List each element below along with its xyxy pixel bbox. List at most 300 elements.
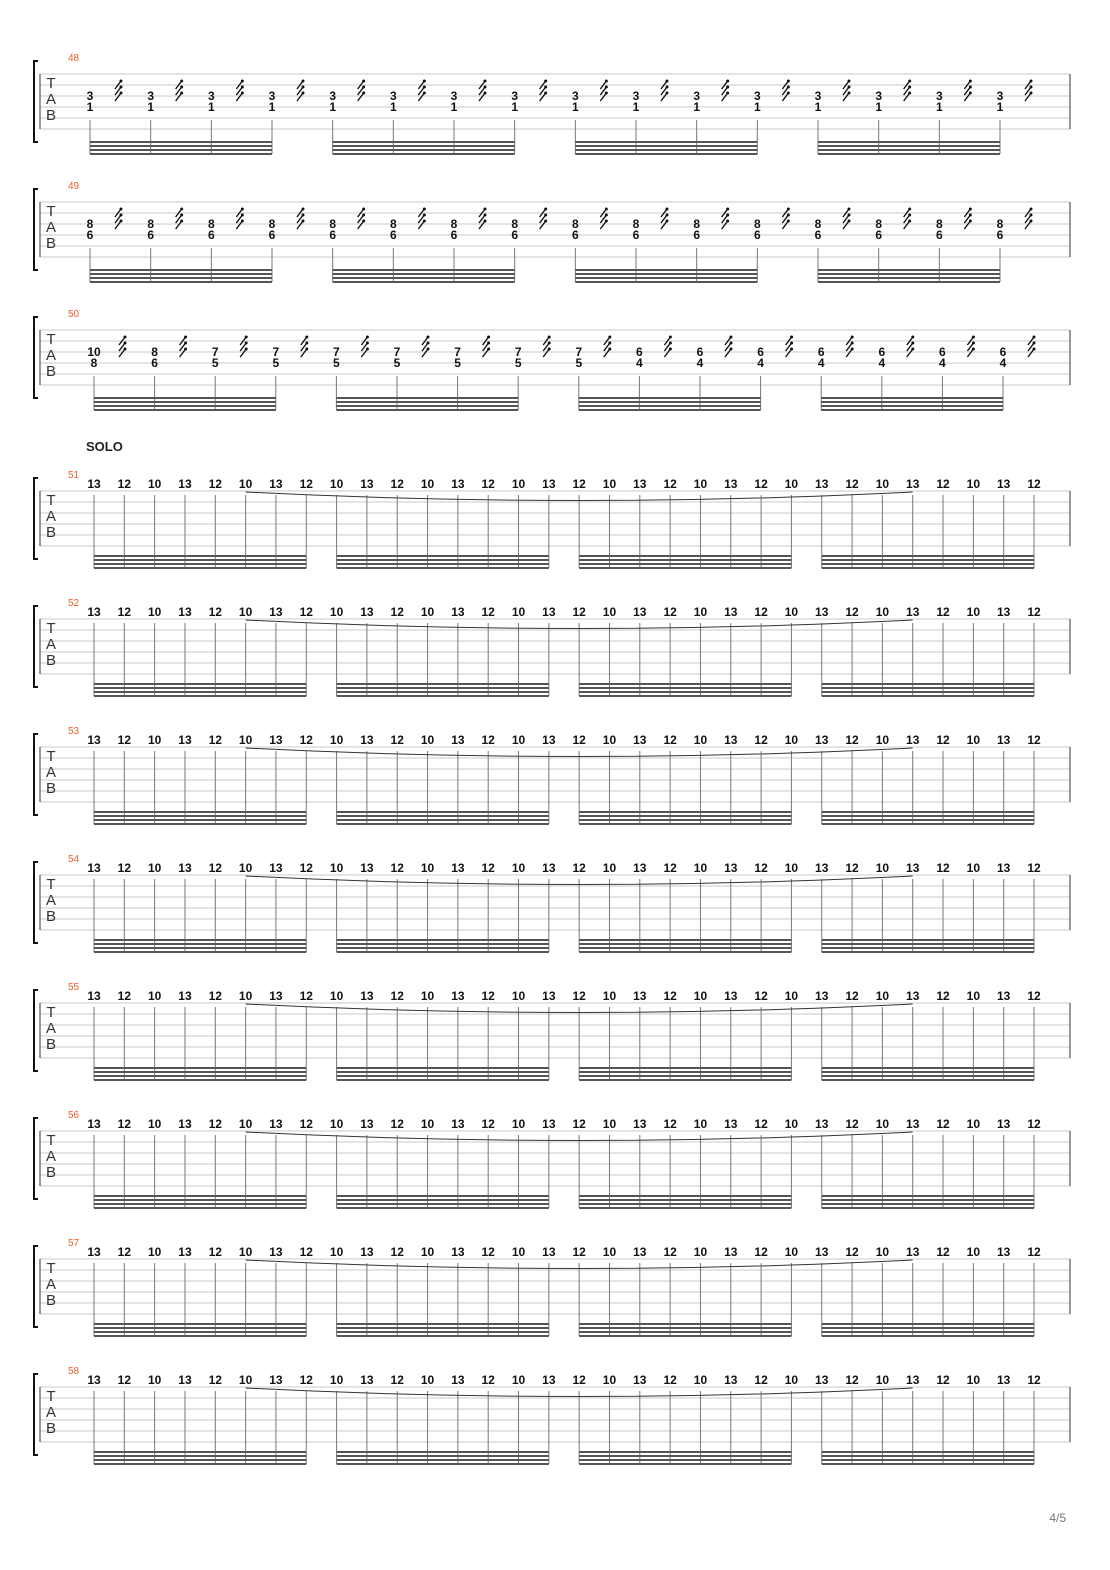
tab-system-48 xyxy=(34,53,1070,154)
tremolo-dot xyxy=(423,214,426,217)
tremolo-dot xyxy=(427,336,430,339)
fret-number: 13 xyxy=(451,605,465,619)
tremolo-dot xyxy=(302,214,305,217)
tremolo-dot xyxy=(605,220,608,223)
fret-number: 6 xyxy=(996,228,1004,242)
tremolo-dot xyxy=(423,220,426,223)
fret-number: 6 xyxy=(151,356,158,370)
fret-number: 13 xyxy=(178,989,192,1003)
fret-number: 12 xyxy=(754,1245,768,1259)
fret-number: 7 xyxy=(454,345,461,359)
fret-number: 13 xyxy=(269,989,283,1003)
measure-number: 52 xyxy=(68,598,80,609)
fret-number: 12 xyxy=(117,861,132,875)
fret-number: 10 xyxy=(602,1373,617,1387)
fret-number: 3 xyxy=(571,89,579,103)
fret-number: 1 xyxy=(389,100,397,114)
tab-clef-letter: B xyxy=(45,107,57,124)
tremolo-dot xyxy=(120,208,123,211)
fret-number: 12 xyxy=(117,605,132,619)
tremolo-dot xyxy=(241,220,244,223)
fret-number: 10 xyxy=(693,605,708,619)
fret-number: 6 xyxy=(632,228,640,242)
tremolo-dot xyxy=(184,342,187,345)
fret-number: 10 xyxy=(602,605,617,619)
fret-number: 3 xyxy=(632,89,640,103)
fret-number: 12 xyxy=(390,605,404,619)
tremolo-dot xyxy=(972,342,975,345)
tab-system-49 xyxy=(34,181,1070,282)
tremolo-dot xyxy=(305,348,308,351)
measure-number: 50 xyxy=(68,309,80,320)
system-bracket xyxy=(34,1374,38,1455)
fret-number: 12 xyxy=(208,1245,222,1259)
tremolo-dot xyxy=(848,86,851,89)
fret-number: 13 xyxy=(633,605,647,619)
tremolo-dot xyxy=(848,220,851,223)
fret-number: 12 xyxy=(936,989,950,1003)
system-bracket xyxy=(34,606,38,687)
fret-number: 10 xyxy=(784,861,799,875)
fret-number: 13 xyxy=(360,861,374,875)
fret-number: 3 xyxy=(814,89,822,103)
tremolo-dot xyxy=(1030,80,1033,83)
tremolo-dot xyxy=(790,342,793,345)
fret-number: 10 xyxy=(147,861,162,875)
fret-number: 12 xyxy=(572,605,586,619)
fret-number: 13 xyxy=(360,1373,374,1387)
fret-number: 12 xyxy=(390,1373,404,1387)
fret-number: 6 xyxy=(268,228,276,242)
fret-number: 8 xyxy=(875,217,883,231)
fret-number: 10 xyxy=(966,1245,981,1259)
tremolo-dot xyxy=(120,214,123,217)
fret-number: 10 xyxy=(238,1373,253,1387)
tremolo-dot xyxy=(608,348,611,351)
tremolo-dot xyxy=(726,214,729,217)
tab-clef-letter: A xyxy=(45,892,57,909)
tremolo-dot xyxy=(362,92,365,95)
tremolo-dot xyxy=(423,86,426,89)
fret-number: 13 xyxy=(451,1117,465,1131)
fret-number: 10 xyxy=(329,605,344,619)
fret-number: 13 xyxy=(815,1245,829,1259)
tremolo-dot xyxy=(848,208,851,211)
tab-clef-letter: T xyxy=(46,876,56,893)
fret-number: 12 xyxy=(1027,1373,1041,1387)
tremolo-dot xyxy=(911,348,914,351)
fret-number: 13 xyxy=(360,477,374,491)
tremolo-dot xyxy=(484,80,487,83)
fret-number: 12 xyxy=(299,605,313,619)
tab-clef-letter: T xyxy=(46,620,56,637)
tremolo-dot xyxy=(362,208,365,211)
tremolo-dot xyxy=(1030,220,1033,223)
system-bracket xyxy=(34,61,38,142)
tremolo-dot xyxy=(969,80,972,83)
fret-number: 12 xyxy=(572,1117,586,1131)
tremolo-dot xyxy=(362,214,365,217)
fret-number: 13 xyxy=(906,1373,920,1387)
fret-number: 3 xyxy=(207,89,215,103)
fret-number: 13 xyxy=(906,1245,920,1259)
fret-number: 12 xyxy=(390,733,404,747)
fret-number: 7 xyxy=(575,345,583,359)
fret-number: 12 xyxy=(754,605,768,619)
system-bracket xyxy=(34,1118,38,1199)
fret-number: 1 xyxy=(329,100,337,114)
fret-number: 6 xyxy=(999,345,1007,359)
tremolo-dot xyxy=(180,80,183,83)
fret-number: 10 xyxy=(875,1245,890,1259)
fret-number: 10 xyxy=(784,1373,799,1387)
fret-number: 10 xyxy=(420,1245,435,1259)
measure-number: 56 xyxy=(68,1110,80,1121)
fret-number: 13 xyxy=(451,477,465,491)
tab-system-54 xyxy=(34,854,1070,952)
fret-number: 8 xyxy=(935,217,943,231)
tremolo-dot xyxy=(245,336,248,339)
fret-number: 13 xyxy=(633,989,647,1003)
tab-clef-letter: A xyxy=(45,1020,57,1037)
fret-number: 12 xyxy=(481,1117,495,1131)
fret-number: 13 xyxy=(542,1373,556,1387)
tremolo-dot xyxy=(1030,92,1033,95)
fret-number: 13 xyxy=(542,733,556,747)
fret-number: 10 xyxy=(966,1117,981,1131)
fret-number: 12 xyxy=(481,733,495,747)
fret-number: 13 xyxy=(542,861,556,875)
fret-number: 10 xyxy=(602,989,617,1003)
fret-number: 13 xyxy=(633,733,647,747)
fret-number: 10 xyxy=(602,477,617,491)
tremolo-dot xyxy=(241,86,244,89)
tremolo-dot xyxy=(726,208,729,211)
fret-number: 13 xyxy=(178,1373,192,1387)
fret-number: 12 xyxy=(572,989,586,1003)
fret-number: 5 xyxy=(272,356,280,370)
tremolo-dot xyxy=(908,208,911,211)
tremolo-dot xyxy=(487,336,490,339)
fret-number: 8 xyxy=(571,217,579,231)
fret-number: 10 xyxy=(329,861,344,875)
fret-number: 10 xyxy=(147,733,162,747)
fret-number: 13 xyxy=(724,733,738,747)
tremolo-dot xyxy=(241,208,244,211)
fret-number: 12 xyxy=(936,1373,950,1387)
fret-number: 10 xyxy=(147,1245,162,1259)
fret-number: 10 xyxy=(511,989,526,1003)
fret-number: 10 xyxy=(329,1245,344,1259)
tremolo-dot xyxy=(366,342,369,345)
fret-number: 10 xyxy=(966,1373,981,1387)
fret-number: 1 xyxy=(875,100,883,114)
fret-number: 12 xyxy=(208,1117,222,1131)
fret-number: 10 xyxy=(511,861,526,875)
fret-number: 12 xyxy=(208,605,222,619)
fret-number: 13 xyxy=(269,733,283,747)
tab-clef-letter: A xyxy=(45,91,57,108)
fret-number: 6 xyxy=(878,345,886,359)
fret-number: 13 xyxy=(178,1245,192,1259)
fret-number: 10 xyxy=(147,1117,162,1131)
tremolo-dot xyxy=(362,220,365,223)
fret-number: 10 xyxy=(784,477,799,491)
tab-clef-letter: A xyxy=(45,1148,57,1165)
fret-number: 12 xyxy=(663,733,677,747)
tremolo-dot xyxy=(669,336,672,339)
fret-number: 3 xyxy=(935,89,943,103)
tab-clef-letter: B xyxy=(45,235,57,252)
fret-number: 1 xyxy=(450,100,458,114)
fret-number: 4 xyxy=(636,356,643,370)
fret-number: 8 xyxy=(90,356,98,370)
fret-number: 10 xyxy=(875,1117,890,1131)
fret-number: 10 xyxy=(784,605,799,619)
fret-number: 6 xyxy=(935,228,943,242)
tremolo-dot xyxy=(666,80,669,83)
fret-number: 10 xyxy=(329,1373,344,1387)
fret-number: 3 xyxy=(450,89,458,103)
fret-number: 13 xyxy=(451,989,465,1003)
fret-number: 13 xyxy=(633,1117,647,1131)
fret-number: 12 xyxy=(754,861,768,875)
system-bracket xyxy=(34,189,38,270)
tab-clef-letter: B xyxy=(45,652,57,669)
fret-number: 10 xyxy=(966,605,981,619)
fret-number: 6 xyxy=(511,228,519,242)
tremolo-dot xyxy=(302,220,305,223)
tab-clef-letter: A xyxy=(45,347,57,364)
fret-number: 13 xyxy=(996,989,1011,1003)
tremolo-dot xyxy=(605,208,608,211)
tremolo-dot xyxy=(544,86,547,89)
tab-clef-letter: T xyxy=(46,331,56,348)
tremolo-dot xyxy=(911,336,914,339)
tremolo-dot xyxy=(726,80,729,83)
fret-number: 10 xyxy=(602,1245,617,1259)
tremolo-dot xyxy=(120,220,123,223)
fret-number: 10 xyxy=(420,1373,435,1387)
tab-clef-letter: T xyxy=(46,75,56,92)
tremolo-dot xyxy=(605,214,608,217)
fret-number: 10 xyxy=(693,733,708,747)
system-bracket xyxy=(34,734,38,815)
tremolo-dot xyxy=(790,348,793,351)
fret-number: 12 xyxy=(572,477,586,491)
fret-number: 5 xyxy=(393,356,401,370)
fret-number: 3 xyxy=(753,89,761,103)
fret-number: 13 xyxy=(542,477,556,491)
tremolo-dot xyxy=(245,342,248,345)
tremolo-dot xyxy=(848,80,851,83)
fret-number: 13 xyxy=(996,477,1011,491)
tremolo-dot xyxy=(1030,214,1033,217)
fret-number: 10 xyxy=(784,1245,799,1259)
tremolo-dot xyxy=(608,336,611,339)
tremolo-dot xyxy=(544,80,547,83)
tremolo-dot xyxy=(605,80,608,83)
fret-number: 8 xyxy=(86,217,94,231)
tremolo-dot xyxy=(908,214,911,217)
tremolo-dot xyxy=(302,92,305,95)
fret-number: 10 xyxy=(238,1245,253,1259)
fret-number: 13 xyxy=(996,861,1011,875)
tab-clef-letter: T xyxy=(46,203,56,220)
fret-number: 6 xyxy=(753,228,761,242)
tab-system-53 xyxy=(34,726,1070,824)
fret-number: 12 xyxy=(754,989,768,1003)
fret-number: 12 xyxy=(663,989,677,1003)
fret-number: 12 xyxy=(481,989,495,1003)
fret-number: 8 xyxy=(268,217,276,231)
fret-number: 13 xyxy=(633,861,647,875)
tremolo-dot xyxy=(180,220,183,223)
fret-number: 12 xyxy=(299,1117,313,1131)
fret-number: 12 xyxy=(845,733,859,747)
tab-clef-letter: B xyxy=(45,363,57,380)
fret-number: 12 xyxy=(663,1373,677,1387)
tremolo-dot xyxy=(851,342,854,345)
fret-number: 12 xyxy=(481,861,495,875)
fret-number: 10 xyxy=(420,861,435,875)
measure-number: 51 xyxy=(68,470,80,481)
tremolo-dot xyxy=(790,336,793,339)
tab-clef-letter: A xyxy=(45,636,57,653)
fret-number: 10 xyxy=(693,989,708,1003)
tremolo-dot xyxy=(969,214,972,217)
tremolo-dot xyxy=(302,208,305,211)
fret-number: 13 xyxy=(815,1117,829,1131)
fret-number: 4 xyxy=(999,356,1007,370)
fret-number: 10 xyxy=(511,477,526,491)
tab-system-55 xyxy=(34,982,1070,1080)
fret-number: 1 xyxy=(511,100,519,114)
fret-number: 13 xyxy=(542,1117,556,1131)
tremolo-dot xyxy=(1033,336,1036,339)
fret-number: 4 xyxy=(757,356,764,370)
fret-number: 3 xyxy=(996,89,1004,103)
fret-number: 12 xyxy=(117,1245,132,1259)
fret-number: 12 xyxy=(936,477,950,491)
fret-number: 13 xyxy=(906,861,920,875)
tab-system-50 xyxy=(34,309,1070,410)
fret-number: 12 xyxy=(572,1373,586,1387)
fret-number: 12 xyxy=(117,989,132,1003)
tremolo-dot xyxy=(972,348,975,351)
fret-number: 3 xyxy=(86,89,94,103)
fret-number: 10 xyxy=(147,989,162,1003)
tab-system-57 xyxy=(34,1238,1070,1336)
tremolo-dot xyxy=(851,348,854,351)
fret-number: 13 xyxy=(269,477,283,491)
fret-number: 10 xyxy=(420,605,435,619)
fret-number: 12 xyxy=(572,1245,586,1259)
fret-number: 6 xyxy=(696,345,704,359)
fret-number: 10 xyxy=(784,1117,799,1131)
fret-number: 12 xyxy=(481,1373,495,1387)
fret-number: 13 xyxy=(87,1117,101,1131)
fret-number: 12 xyxy=(117,1373,132,1387)
tremolo-dot xyxy=(1030,208,1033,211)
fret-number: 13 xyxy=(633,1245,647,1259)
fret-number: 13 xyxy=(87,477,101,491)
fret-number: 12 xyxy=(208,989,222,1003)
fret-number: 13 xyxy=(724,989,738,1003)
tremolo-dot xyxy=(908,86,911,89)
tab-clef-letter: A xyxy=(45,1404,57,1421)
tremolo-dot xyxy=(423,80,426,83)
fret-number: 10 xyxy=(693,861,708,875)
tremolo-dot xyxy=(120,80,123,83)
fret-number: 8 xyxy=(632,217,640,231)
fret-number: 1 xyxy=(268,100,276,114)
fret-number: 13 xyxy=(360,733,374,747)
fret-number: 3 xyxy=(693,89,701,103)
fret-number: 10 xyxy=(511,1117,526,1131)
tremolo-dot xyxy=(484,86,487,89)
fret-number: 10 xyxy=(329,1117,344,1131)
fret-number: 12 xyxy=(845,605,859,619)
tremolo-dot xyxy=(544,92,547,95)
fret-number: 13 xyxy=(724,861,738,875)
tremolo-dot xyxy=(669,342,672,345)
tab-clef-letter: B xyxy=(45,780,57,797)
fret-number: 5 xyxy=(211,356,219,370)
fret-number: 12 xyxy=(845,1373,859,1387)
tremolo-dot xyxy=(969,220,972,223)
fret-number: 13 xyxy=(996,1373,1011,1387)
tremolo-dot xyxy=(730,348,733,351)
fret-number: 1 xyxy=(693,100,701,114)
fret-number: 10 xyxy=(511,1373,526,1387)
measure-number: 55 xyxy=(68,982,80,993)
fret-number: 10 xyxy=(602,1117,617,1131)
fret-number: 5 xyxy=(575,356,583,370)
fret-number: 12 xyxy=(390,861,404,875)
fret-number: 13 xyxy=(451,1245,465,1259)
tremolo-dot xyxy=(484,92,487,95)
tremolo-dot xyxy=(908,220,911,223)
tremolo-dot xyxy=(666,208,669,211)
fret-number: 13 xyxy=(360,1245,374,1259)
fret-number: 1 xyxy=(207,100,215,114)
fret-number: 13 xyxy=(87,989,101,1003)
fret-number: 8 xyxy=(814,217,822,231)
tremolo-dot xyxy=(484,214,487,217)
tab-clef-letter: B xyxy=(45,1036,57,1053)
fret-number: 7 xyxy=(211,345,219,359)
fret-number: 10 xyxy=(693,1245,708,1259)
fret-number: 4 xyxy=(696,356,704,370)
tremolo-dot xyxy=(427,342,430,345)
tremolo-dot xyxy=(487,348,490,351)
tremolo-dot xyxy=(787,220,790,223)
fret-number: 12 xyxy=(481,1245,495,1259)
fret-number: 10 xyxy=(875,477,890,491)
tremolo-dot xyxy=(487,342,490,345)
measure-number: 53 xyxy=(68,726,80,737)
tremolo-dot xyxy=(908,92,911,95)
fret-number: 13 xyxy=(178,733,192,747)
tab-clef-letter: A xyxy=(45,219,57,236)
fret-number: 10 xyxy=(784,733,799,747)
fret-number: 12 xyxy=(390,1245,404,1259)
fret-number: 13 xyxy=(451,861,465,875)
tremolo-dot xyxy=(726,92,729,95)
fret-number: 13 xyxy=(269,1373,283,1387)
fret-number: 13 xyxy=(542,1245,556,1259)
